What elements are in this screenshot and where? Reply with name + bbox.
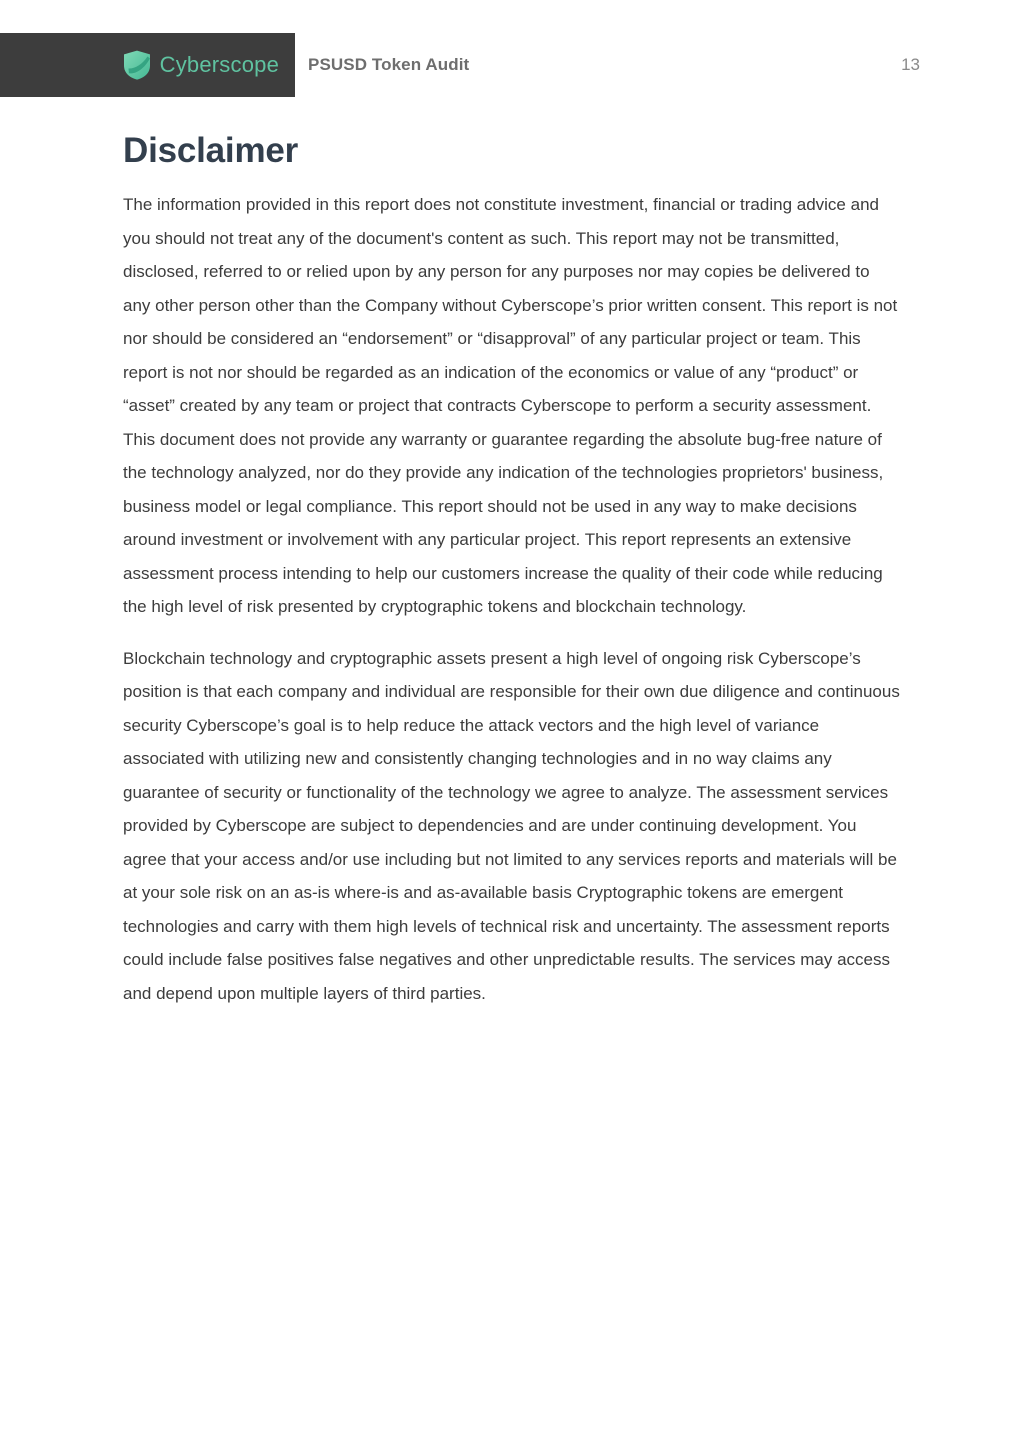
brand-block [0, 33, 295, 97]
cyberscope-logo [123, 50, 279, 80]
page-number: 13 [901, 55, 920, 74]
page-title: Disclaimer [123, 131, 299, 170]
disclaimer-paragraph-2: Blockchain technology and cryptographic assets present a high level of ongoing risk Cyberscope’s position is that each company and individual are responsible for their own due diligence and continuous security Cyberscope’s goal is to help reduce the attack vectors and the high level of variance associated with utilizing new and consistently changing technologies and in no way claims any guarantee of security or functionality of the technology we agree to analyze. The assessment services provided by Cyberscope are subject to dependencies and are under continuing development. You agree that your access and/or use including but not limited to any services reports and materials will be at your sole risk on an as-is where-is and as-available basis Cryptographic tokens are emergent technologies and carry with them high levels of technical risk and uncertainty. The assessment reports could include false positives false negatives and other unpredictable results. The services may access and depend upon multiple layers of third parties. [123, 648, 900, 1003]
document-title: PSUSD Token Audit [308, 55, 470, 74]
disclaimer-paragraph-1: The information provided in this report does not constitute investment, financial or trading advice and you should not treat any of the document's content as such. This report may not be transmitted, disclosed, referred to or relied upon by any person for any purposes nor may copies be delivered to any other person other than the Company without Cyberscope’s prior written consent. This report is not nor should be considered an “endorsement” or “disapproval” of any particular project or team. This report is not nor should be regarded as an indication of the economics or value of any “product” or “asset” created by any team or project that contracts Cyberscope to perform a security assessment. This document does not provide any warranty or guarantee regarding the absolute bug-free nature of the technology analyzed, nor do they provide any indication of the technologies proprietors' business, business model or legal compliance. This report should not be used in any way to make decisions around investment or involvement with any particular project. This report represents an extensive assessment process intending to help our customers increase the quality of their code while reducing the high level of risk presented by cryptographic tokens and blockchain technology. [123, 195, 898, 616]
page-content [123, 130, 900, 1010]
shield-icon [123, 50, 151, 80]
brand-name: Cyberscope [159, 52, 279, 77]
page-header [0, 33, 920, 97]
